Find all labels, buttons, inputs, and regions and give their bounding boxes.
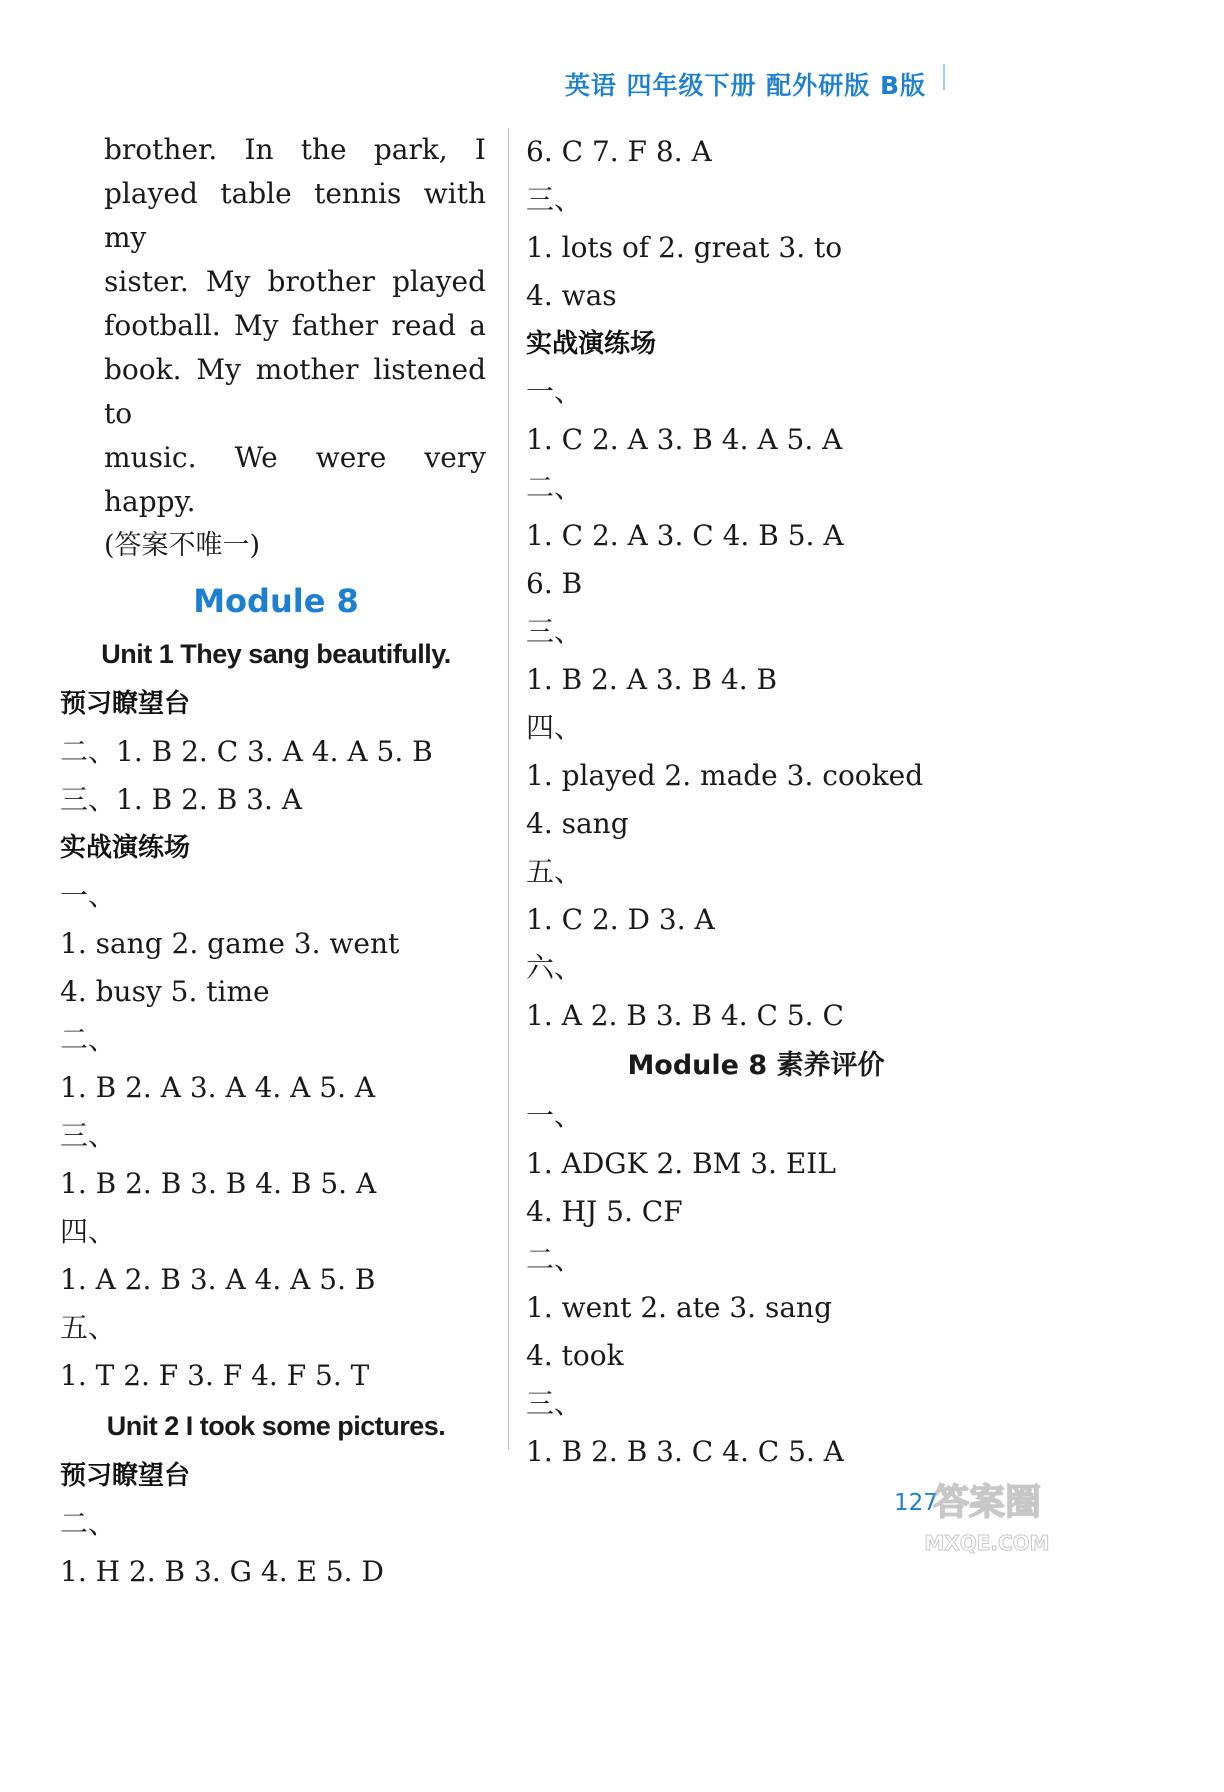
evaluation-title: Module 8 素养评价 bbox=[627, 1050, 885, 1081]
answer-line: 1. C 2. A 3. B 4. A 5. A bbox=[526, 423, 843, 456]
answer-line: 三、 bbox=[60, 1119, 117, 1152]
answer-line: 1. B 2. A 3. B 4. B bbox=[526, 663, 778, 696]
answer-line: 1. T 2. F 3. F 4. F 5. T bbox=[60, 1359, 370, 1392]
answer-line: 二、 bbox=[526, 471, 583, 504]
answer-line: 一、 bbox=[526, 375, 583, 408]
paragraph-line: brother. In the park, I bbox=[104, 133, 486, 166]
answer-line: 1. lots of 2. great 3. to bbox=[526, 231, 843, 264]
answer-line: 1. H 2. B 3. G 4. E 5. D bbox=[60, 1555, 384, 1588]
unit-title: Unit 2 I took some pictures. bbox=[106, 1411, 446, 1441]
column-divider bbox=[508, 128, 509, 1450]
paragraph-line: music. We were very happy. bbox=[104, 441, 486, 518]
answer-line: 二、 bbox=[60, 1023, 117, 1056]
answer-line: 6. B bbox=[526, 567, 583, 600]
answer-line: 1. played 2. made 3. cooked bbox=[526, 759, 924, 792]
header-bar bbox=[943, 64, 945, 90]
answer-line: 1. C 2. D 3. A bbox=[526, 903, 715, 936]
answer-line: 1. A 2. B 3. B 4. C 5. C bbox=[526, 999, 844, 1032]
watermark-logo bbox=[912, 1470, 1062, 1562]
left-column bbox=[60, 128, 492, 1596]
answer-line: 1. ADGK 2. BM 3. EIL bbox=[526, 1147, 836, 1180]
section-label: 实战演练场 bbox=[60, 833, 191, 863]
paragraph-line: played table tennis with my bbox=[104, 177, 486, 254]
answer-line: 二、 bbox=[526, 1243, 583, 1276]
section-label: 预习瞭望台 bbox=[60, 689, 191, 719]
answer-line: 1. B 2. B 3. C 4. C 5. A bbox=[526, 1435, 844, 1468]
answer-line: 1. B 2. A 3. A 4. A 5. A bbox=[60, 1071, 376, 1104]
answer-line: 五、 bbox=[60, 1311, 117, 1344]
paragraph-line: book. My mother listened to bbox=[104, 353, 486, 430]
answer-line: 一、 bbox=[60, 879, 117, 912]
svg-text:答案圈: 答案圈 bbox=[932, 1482, 1042, 1523]
answer-line: 三、 bbox=[526, 615, 583, 648]
paragraph-line: sister. My brother played bbox=[104, 265, 486, 298]
answer-line: 4. sang bbox=[526, 807, 629, 840]
answer-line: 四、 bbox=[526, 711, 583, 744]
answer-note: (答案不唯一) bbox=[104, 530, 261, 561]
answer-line: 4. busy 5. time bbox=[60, 975, 270, 1008]
right-column bbox=[526, 128, 946, 1476]
answer-line: 三、1. B 2. B 3. A bbox=[60, 783, 303, 816]
section-label: 实战演练场 bbox=[526, 329, 657, 359]
module-title: Module 8 bbox=[193, 582, 359, 620]
answer-line: 1. C 2. A 3. C 4. B 5. A bbox=[526, 519, 844, 552]
answer-line: 三、 bbox=[526, 183, 583, 216]
answer-line: 4. took bbox=[526, 1339, 624, 1372]
answer-line: 六、 bbox=[526, 951, 583, 984]
answer-line: 4. was bbox=[526, 279, 617, 312]
answer-line: 三、 bbox=[526, 1387, 583, 1420]
unit-title: Unit 1 They sang beautifully. bbox=[101, 639, 451, 669]
answer-line: 1. A 2. B 3. A 4. A 5. B bbox=[60, 1263, 376, 1296]
svg-text:MXQE.COM: MXQE.COM bbox=[924, 1531, 1050, 1555]
header-title: 英语 四年级下册 配外研版 B版 bbox=[564, 71, 926, 100]
answer-line: 4. HJ 5. CF bbox=[526, 1195, 683, 1228]
answer-line: 二、 bbox=[60, 1507, 117, 1540]
answer-line: 1. B 2. B 3. B 4. B 5. A bbox=[60, 1167, 377, 1200]
answer-line: 一、 bbox=[526, 1099, 583, 1132]
answer-line: 6. C 7. F 8. A bbox=[526, 135, 712, 168]
answer-line: 二、1. B 2. C 3. A 4. A 5. B bbox=[60, 735, 433, 768]
section-label: 预习瞭望台 bbox=[60, 1461, 191, 1491]
answer-line: 四、 bbox=[60, 1215, 117, 1248]
answer-line: 1. went 2. ate 3. sang bbox=[526, 1291, 833, 1324]
page-number: 127 bbox=[894, 1490, 938, 1516]
answer-line: 五、 bbox=[526, 855, 583, 888]
answer-line: 1. sang 2. game 3. went bbox=[60, 927, 400, 960]
paragraph-line: football. My father read a bbox=[104, 309, 486, 342]
